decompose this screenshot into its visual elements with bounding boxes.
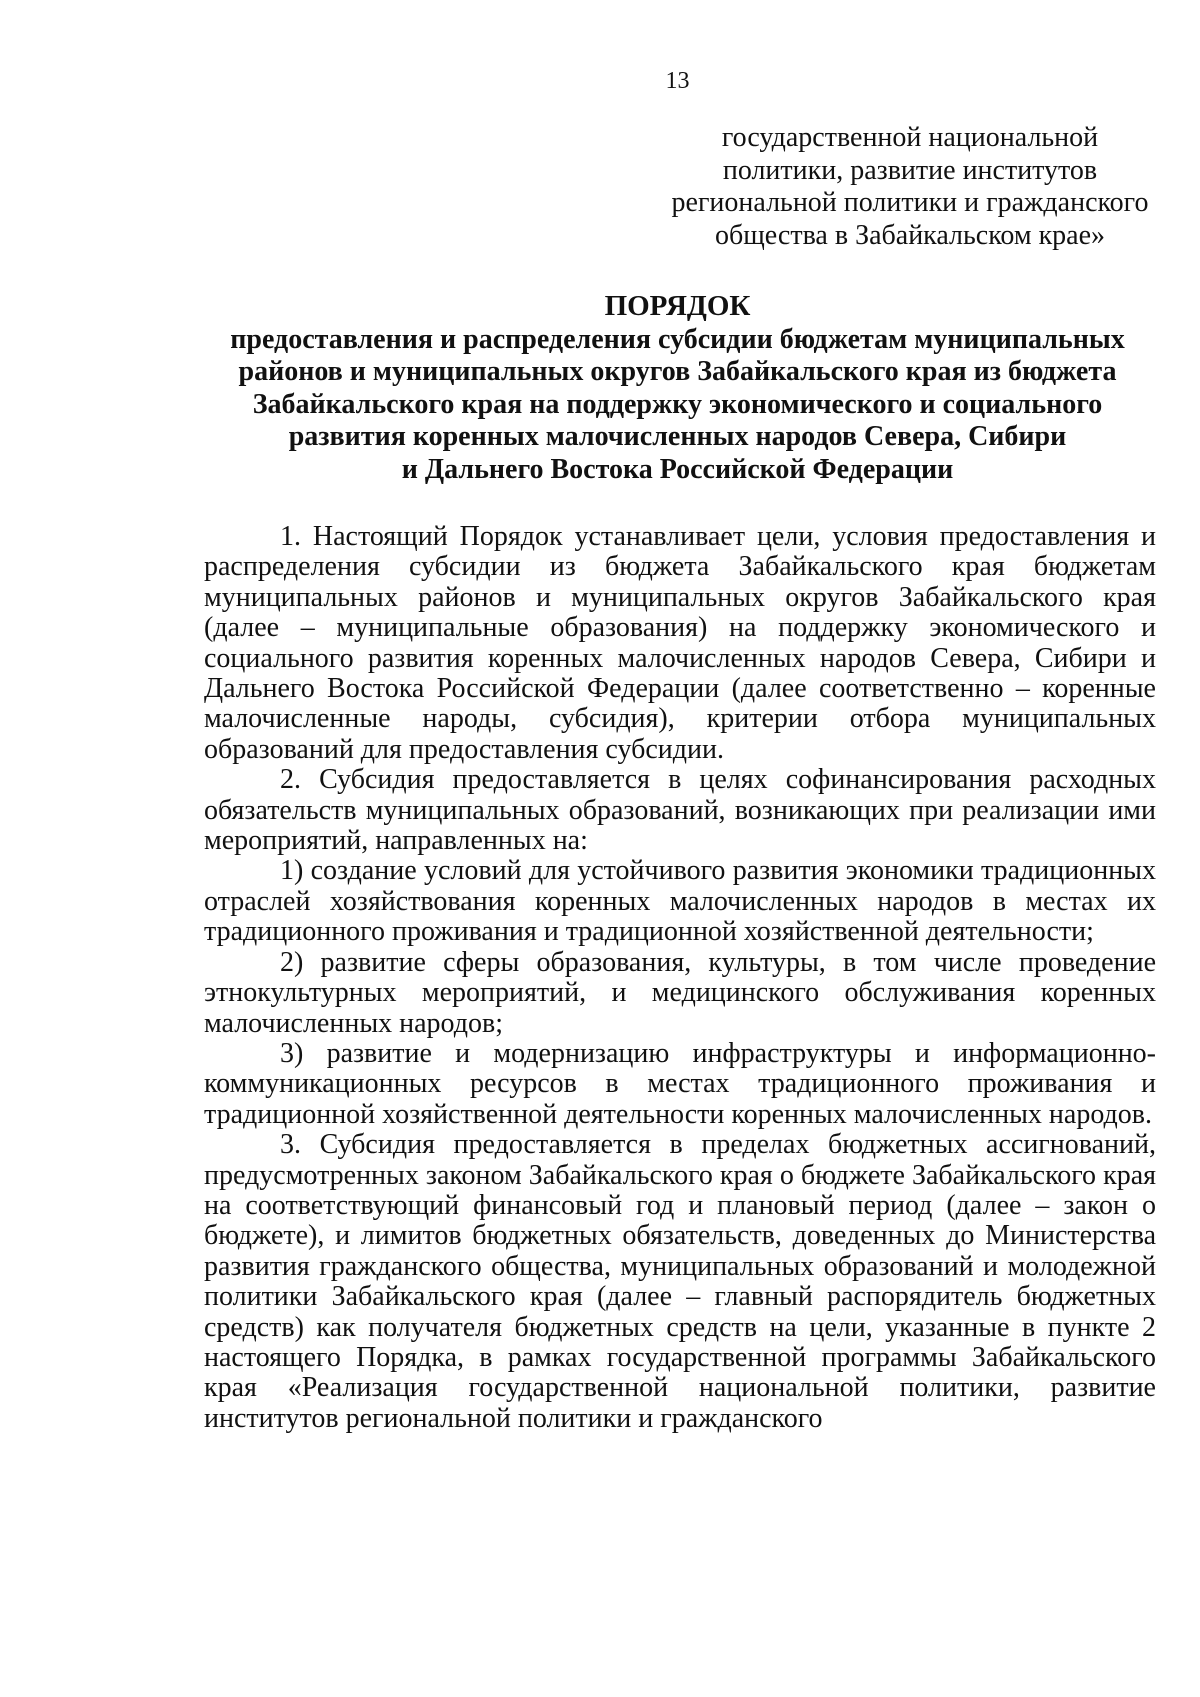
paragraph-2: 2. Субсидия предоставляется в целях софинансирования расходных обязательств муниципальных образований, возникающих при реализации ими мероприятий, направленных на: <box>204 764 1156 857</box>
page-number: 13 <box>665 68 690 94</box>
paragraph-2-item-2: 2) развитие сферы образования, культуры, в том числе проведение этнокультурных мероприятий, и медицинского обслуживания коренных малочисленных народов; <box>204 946 1156 1039</box>
header-line: общества в Забайкальском крае» <box>714 219 1106 251</box>
paragraph-2-item-3: 3) развитие и модернизацию инфраструктуры и информационно-коммуникационных ресурсов в местах традиционного проживания и традиционной хозяйственной деятельности коренных малочисленных народов. <box>204 1037 1156 1130</box>
document-title-block <box>0 290 1200 486</box>
paragraph-1: 1. Настоящий Порядок устанавливает цели, условия предоставления и распределения субсидии из бюджета Забайкальского края бюджетам муниципальных районов и муниципальных округов Забайкальского края (далее – муниципальные образования) на поддержку экономического и социального развития коренных малочисленных народов Севера, Сибири и Дальнего Востока Российской Федерации (далее соответственно – коренные малочисленные народы, субсидия), критерии отбора муниципальных образований для предоставления субсидии. <box>204 521 1156 765</box>
document-subtitle-line: предоставления и распределения субсидии бюджетам муниципальных <box>230 323 1125 355</box>
paragraph-2-item-1: 1) создание условий для устойчивого развития экономики традиционных отраслей хозяйствования коренных малочисленных народов в местах их традиционного проживания и традиционной хозяйственной деятельности; <box>204 855 1156 948</box>
document-title: ПОРЯДОК <box>604 290 751 322</box>
document-body <box>204 522 1156 1434</box>
document-subtitle-line: развития коренных малочисленных народов Севера, Сибири <box>288 421 1067 452</box>
document-subtitle-line: районов и муниципальных округов Забайкальского края из бюджета <box>238 356 1117 387</box>
header-line: политики, развитие институтов <box>722 154 1098 186</box>
program-reference-header <box>640 122 1180 252</box>
document-subtitle-line: Забайкальского края на поддержку экономического и социального <box>252 388 1103 420</box>
document-subtitle-line: и Дальнего Востока Российской Федерации <box>401 453 954 485</box>
paragraph-3: 3. Субсидия предоставляется в пределах бюджетных ассигнований, предусмотренных законом Забайкальского края о бюджете Забайкальского края на соответствующий финансовый год и плановый период (далее – закон о бюджете), и лимитов бюджетных обязательств, доведенных до Министерства развития гражданского общества, муниципальных образований и молодежной политики Забайкальского края (далее – главный распорядитель бюджетных средств) как получателя бюджетных средств на цели, указанные в пункте 2 настоящего Порядка, в рамках государственной программы Забайкальского края «Реализация государственной национальной политики, развитие институтов региональной политики и гражданского <box>204 1129 1156 1434</box>
header-line: региональной политики и гражданского <box>671 187 1149 218</box>
header-line: государственной национальной <box>721 122 1099 153</box>
